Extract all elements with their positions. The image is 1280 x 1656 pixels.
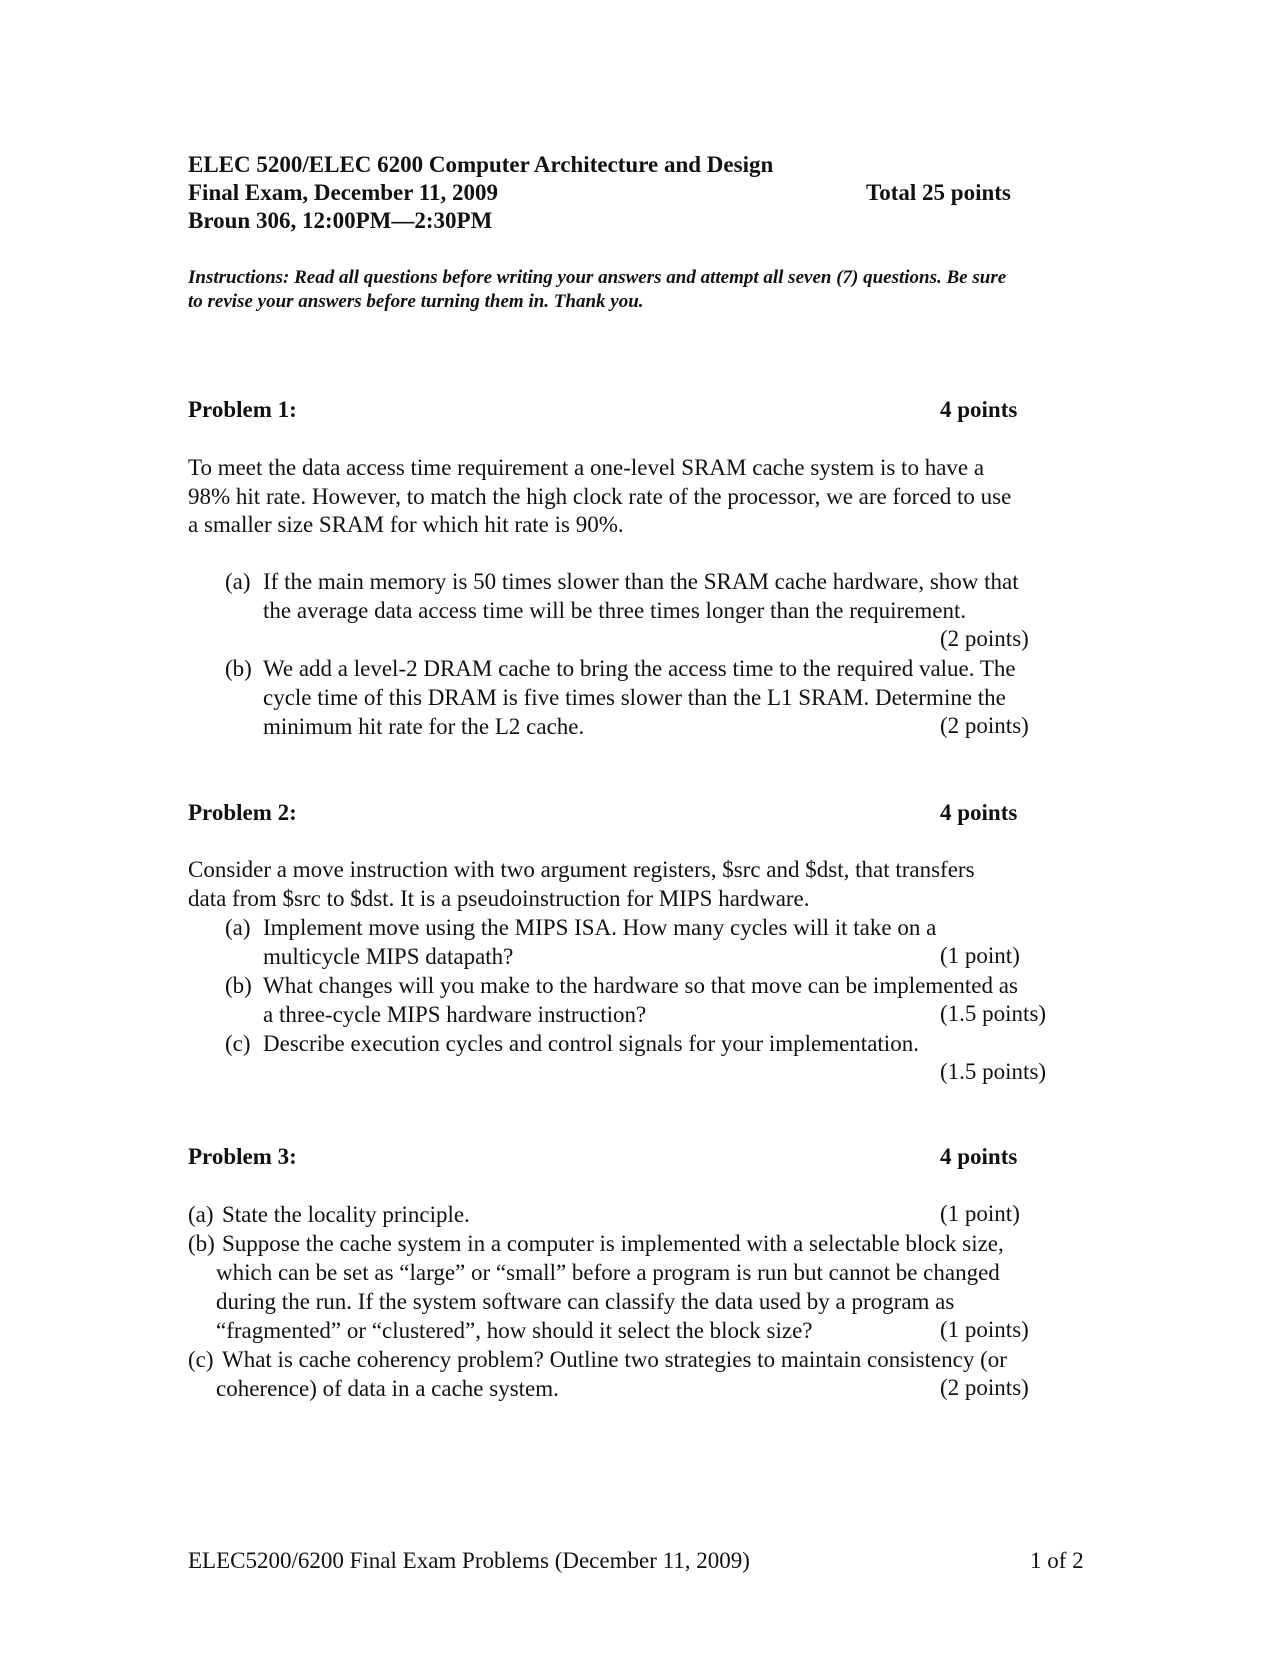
problem-1b-line-2: cycle time of this DRAM is five times slower than the L1 SRAM. Determine the	[263, 685, 1006, 710]
problem-2b-label: (b)	[225, 973, 252, 998]
problem-1a-points: (2 points)	[940, 626, 1029, 651]
problem-1-intro-2: 98% hit rate. However, to match the high clock rate of the processor, we are forced to use	[188, 484, 1012, 509]
problem-3b-points: (1 points)	[940, 1317, 1029, 1342]
problem-3a-line-1: State the locality principle.	[222, 1202, 470, 1227]
problem-3a-label: (a)	[188, 1202, 214, 1227]
problem-3c-line-1: What is cache coherency problem? Outline two strategies to maintain consistency (or	[222, 1347, 1007, 1372]
problem-2c-line-1: Describe execution cycles and control signals for your implementation.	[263, 1031, 919, 1056]
problem-3a-points: (1 point)	[940, 1201, 1020, 1226]
problem-2a-line-2: multicycle MIPS datapath?	[263, 944, 514, 969]
problem-3b-line-1: Suppose the cache system in a computer is implemented with a selectable block size,	[222, 1231, 1004, 1256]
problem-2a-points: (1 point)	[940, 943, 1020, 968]
problem-1b-line-3: minimum hit rate for the L2 cache.	[263, 714, 585, 739]
problem-3b-label: (b)	[188, 1231, 215, 1256]
problem-1-title: Problem 1:	[188, 397, 297, 422]
problem-2-points: 4 points	[940, 800, 1018, 825]
problem-3b-line-3: during the run. If the system software can classify the data used by a program as	[216, 1289, 955, 1314]
problem-1a-line-1: If the main memory is 50 times slower than the SRAM cache hardware, show that	[263, 569, 1019, 594]
problem-2b-line-2: a three-cycle MIPS hardware instruction?	[263, 1002, 647, 1027]
problem-3b-line-4: “fragmented” or “clustered”, how should it select the block size?	[216, 1318, 813, 1343]
problem-3-points: 4 points	[940, 1144, 1018, 1169]
problem-1b-label: (b)	[225, 656, 252, 681]
problem-3-title: Problem 3:	[188, 1144, 297, 1169]
problem-2b-points: (1.5 points)	[940, 1001, 1047, 1026]
exam-location: Broun 306, 12:00PM—2:30PM	[188, 208, 493, 233]
problem-2a-line-1: Implement move using the MIPS ISA. How many cycles will it take on a	[263, 915, 937, 940]
problem-1b-points: (2 points)	[940, 713, 1029, 738]
problem-1-intro-1: To meet the data access time requirement a one-level SRAM cache system is to have a	[188, 455, 985, 480]
exam-date: Final Exam, December 11, 2009	[188, 180, 499, 205]
problem-1a-label: (a)	[225, 569, 251, 594]
problem-1-points: 4 points	[940, 397, 1018, 422]
problem-3b-line-2: which can be set as “large” or “small” before a program is run but cannot be changed	[216, 1260, 1000, 1285]
problem-2b-line-1: What changes will you make to the hardware so that move can be implemented as	[263, 973, 1018, 998]
instructions-line-1: Instructions: Read all questions before writing your answers and attempt all seven (7) questions. Be sure	[188, 267, 1007, 288]
problem-2-title: Problem 2:	[188, 800, 297, 825]
course-title: ELEC 5200/ELEC 6200 Computer Architecture and Design	[188, 152, 774, 177]
problem-2-intro-1: Consider a move instruction with two argument registers, $src and $dst, that transfers	[188, 857, 975, 882]
footer-title: ELEC5200/6200 Final Exam Problems (December 11, 2009)	[188, 1548, 750, 1573]
problem-3c-points: (2 points)	[940, 1375, 1029, 1400]
problem-1b-line-1: We add a level-2 DRAM cache to bring the access time to the required value. The	[263, 656, 1016, 681]
problem-2-intro-2: data from $src to $dst. It is a pseudoinstruction for MIPS hardware.	[188, 886, 810, 911]
problem-2c-points: (1.5 points)	[940, 1059, 1047, 1084]
problem-2a-label: (a)	[225, 915, 251, 940]
instructions-line-2: to revise your answers before turning them in. Thank you.	[188, 291, 644, 312]
problem-3c-label: (c)	[188, 1347, 214, 1372]
total-points: Total 25 points	[866, 180, 1011, 205]
page-number: 1 of 2	[1030, 1548, 1084, 1573]
problem-1-intro-3: a smaller size SRAM for which hit rate is 90%.	[188, 512, 624, 537]
problem-2c-label: (c)	[225, 1031, 251, 1056]
problem-3c-line-2: coherence) of data in a cache system.	[216, 1376, 559, 1401]
problem-1a-line-2: the average data access time will be three times longer than the requirement.	[263, 598, 967, 623]
